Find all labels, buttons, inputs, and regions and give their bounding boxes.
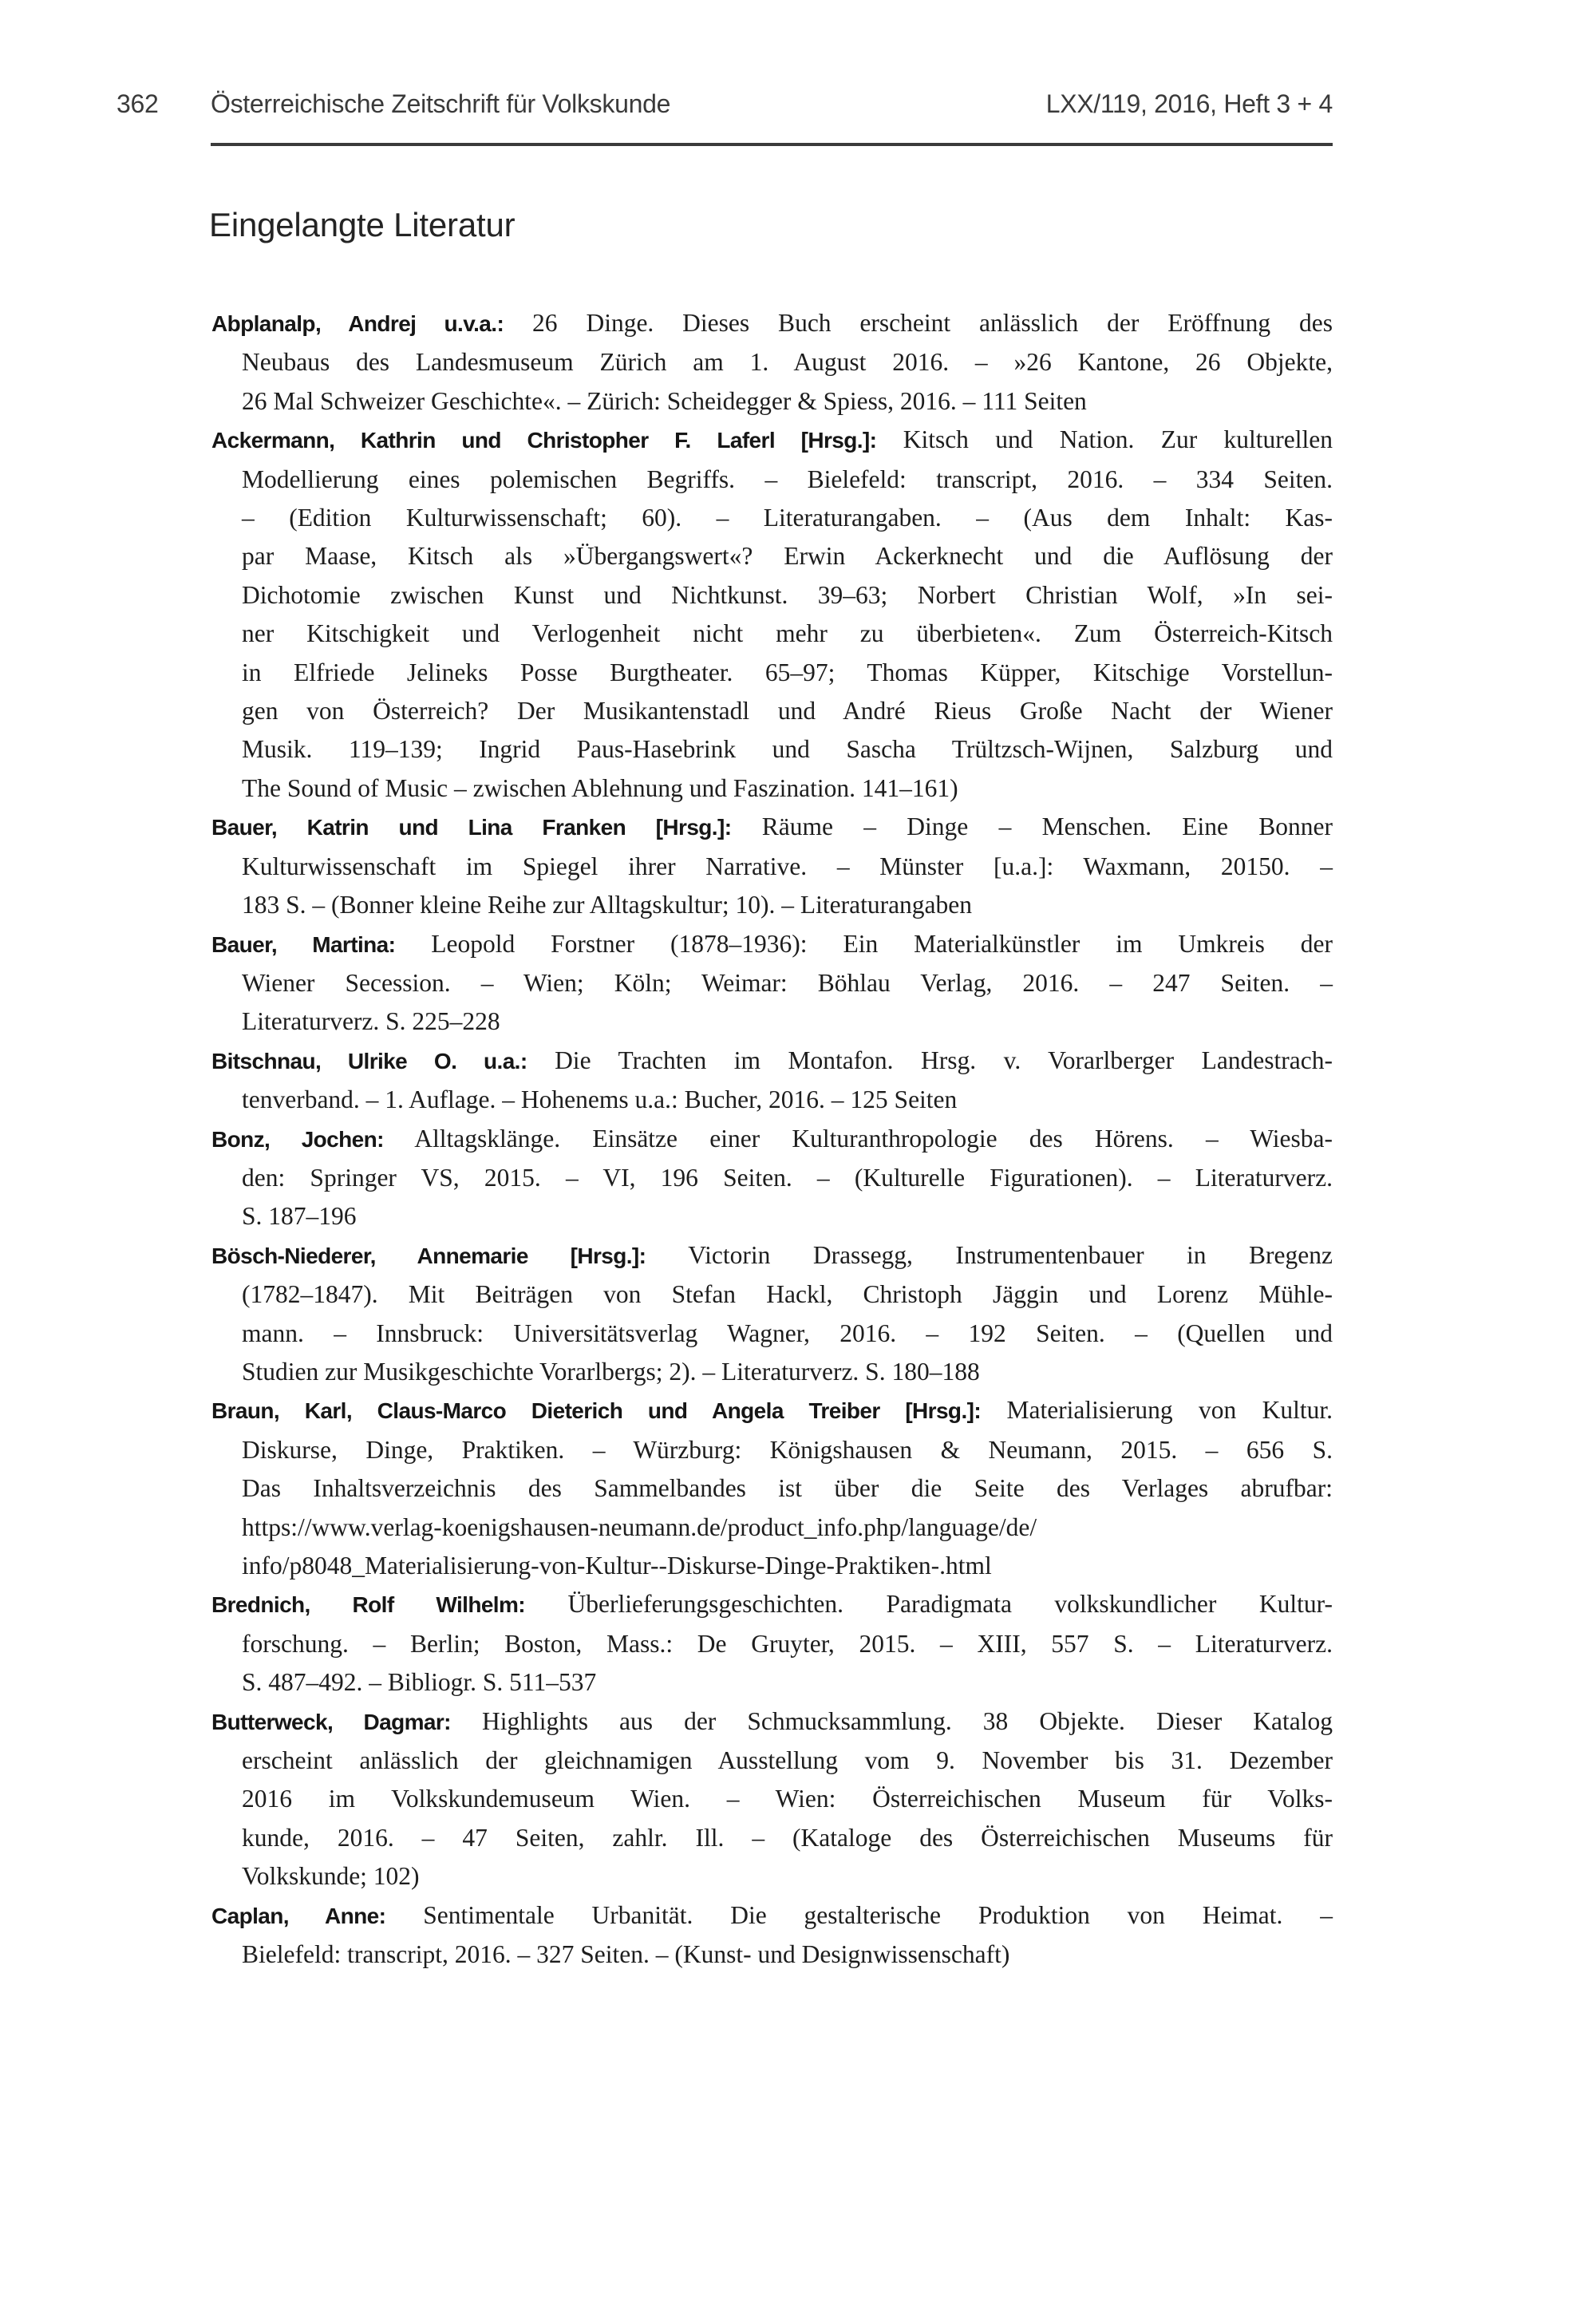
entry-line: Dichotomie zwischen Kunst und Nichtkunst. 39–63; Norbert Christian Wolf, »In sei-	[242, 580, 1333, 609]
entry-line: Bonz, Jochen: Alltagsklänge. Einsätze einer Kulturanthropologie des Hörens. – Wiesba-	[211, 1124, 1333, 1153]
bibliography-entry	[211, 1236, 1333, 1392]
entry-author: Bitschnau, Ulrike O. u.a.:	[211, 1048, 527, 1073]
entry-author: Brednich, Rolf Wilhelm:	[211, 1592, 525, 1618]
entry-line: Neubaus des Landesmuseum Zürich am 1. August 2016. – »26 Kantone, 26 Objekte,	[242, 348, 1333, 377]
entry-line: tenverband. – 1. Auflage. – Hohenems u.a.: Bucher, 2016. – 125 Seiten	[242, 1085, 958, 1114]
entry-line: 183 S. – (Bonner kleine Reihe zur Alltagskultur; 10). – Literaturangaben	[242, 891, 973, 919]
entry-line: Diskurse, Dinge, Praktiken. – Würzburg: Königshausen & Neumann, 2015. – 656 S.	[242, 1435, 1333, 1464]
entry-line: kunde, 2016. – 47 Seiten, zahlr. Ill. – (Kataloge des Österreichischen Museums für	[242, 1823, 1333, 1852]
entry-line: Bauer, Katrin und Lina Franken [Hrsg.]: Räume – Dinge – Menschen. Eine Bonner	[211, 812, 1333, 841]
entry-line: erscheint anlässlich der gleichnamigen Ausstellung vom 9. November bis 31. Dezember	[242, 1746, 1333, 1775]
entry-line: Butterweck, Dagmar: Highlights aus der Schmucksammlung. 38 Objekte. Dieser Katalog	[211, 1706, 1333, 1735]
entry-author: Ackermann, Kathrin und Christopher F. Laferl [Hrsg.]:	[211, 428, 877, 453]
entry-line: Braun, Karl, Claus-Marco Dieterich und Angela Treiber [Hrsg.]: Materialisierung von Kultur.	[211, 1396, 1333, 1425]
entry-line: (1782–1847). Mit Beiträgen von Stefan Hackl, Christoph Jäggin und Lorenz Mühle-	[242, 1280, 1333, 1309]
entry-author: Butterweck, Dagmar:	[211, 1709, 451, 1734]
entry-line: Volkskunde; 102)	[242, 1862, 420, 1891]
entry-line: par Maase, Kitsch als »Übergangswert«? Erwin Ackerknecht und die Auflösung der	[242, 542, 1333, 571]
bibliography-entry	[211, 1120, 1333, 1236]
entry-line: https://www.verlag-koenigshausen-neumann.de/product_info.php/language/de/	[242, 1512, 1037, 1541]
entry-line: mann. – Innsbruck: Universitätsverlag Wagner, 2016. – 192 Seiten. – (Quellen und	[242, 1319, 1333, 1347]
entry-line: – (Edition Kulturwissenschaft; 60). – Literaturangaben. – (Aus dem Inhalt: Kas-	[242, 504, 1333, 532]
entry-line: gen von Österreich? Der Musikantenstadl und André Rieus Große Nacht der Wiener	[242, 697, 1333, 726]
bibliography-list	[211, 304, 1333, 1974]
entry-line: Brednich, Rolf Wilhelm: Überlieferungsgeschichten. Paradigmata volkskundlicher Kultur-	[211, 1590, 1333, 1619]
entry-line: Wiener Secession. – Wien; Köln; Weimar: Böhlau Verlag, 2016. – 247 Seiten. –	[242, 968, 1333, 997]
entry-author: Caplan, Anne:	[211, 1903, 386, 1928]
bibliography-entry	[211, 925, 1333, 1042]
entry-line: info/p8048_Materialisierung-von-Kultur--Diskurse-Dinge-Praktiken-.html	[242, 1552, 992, 1580]
entry-line: The Sound of Music – zwischen Ablehnung und Faszination. 141–161)	[242, 773, 958, 802]
entry-line: forschung. – Berlin; Boston, Mass.: De Gruyter, 2015. – XIII, 557 S. – Literaturverz.	[242, 1629, 1333, 1658]
entry-line: Ackermann, Kathrin und Christopher F. Laferl [Hrsg.]: Kitsch und Nation. Zur kulturellen	[211, 425, 1333, 454]
entry-author: Braun, Karl, Claus-Marco Dieterich und Angela Treiber [Hrsg.]:	[211, 1398, 982, 1424]
entry-line: den: Springer VS, 2015. – VI, 196 Seiten. – (Kulturelle Figurationen). – Literaturverz.	[242, 1163, 1333, 1192]
bibliography-entry	[211, 1391, 1333, 1585]
entry-author: Bonz, Jochen:	[211, 1126, 384, 1152]
entry-line: in Elfriede Jelineks Posse Burgtheater. 65–97; Thomas Küpper, Kitschige Vorstellun-	[242, 658, 1333, 686]
journal-title: Österreichische Zeitschrift für Volkskunde	[211, 89, 671, 118]
entry-line: 2016 im Volkskundemuseum Wien. – Wien: Österreichischen Museum für Volks-	[242, 1785, 1333, 1813]
entry-author: Bösch-Niederer, Annemarie [Hrsg.]:	[211, 1243, 646, 1268]
entry-line: Das Inhaltsverzeichnis des Sammelbandes ist über die Seite des Verlages abrufbar:	[242, 1474, 1333, 1503]
section-title: Eingelangte Literatur	[209, 206, 516, 243]
bibliography-entry	[211, 304, 1333, 421]
entry-line: 26 Mal Schweizer Geschichte«. – Zürich: Scheidegger & Spiess, 2016. – 111 Seiten	[242, 386, 1087, 415]
entry-line: Bauer, Martina: Leopold Forstner (1878–1936): Ein Materialkünstler im Umkreis der	[211, 929, 1333, 958]
header-divider	[211, 143, 1333, 146]
bibliography-entry	[211, 1702, 1333, 1896]
entry-line: Bösch-Niederer, Annemarie [Hrsg.]: Victorin Drassegg, Instrumentenbauer in Bregenz	[211, 1240, 1333, 1269]
entry-line: Bielefeld: transcript, 2016. – 327 Seiten. – (Kunst- und Designwissenschaft)	[242, 1940, 1010, 1969]
entry-line: Studien zur Musikgeschichte Vorarlbergs; 2). – Literaturverz. S. 180–188	[242, 1357, 980, 1386]
bibliography-entry	[211, 1042, 1333, 1120]
entry-author: Abplanalp, Andrej u.v.a.:	[211, 311, 504, 336]
entry-line: Caplan, Anne: Sentimentale Urbanität. Die gestalterische Produktion von Heimat. –	[211, 1900, 1333, 1929]
bibliography-entry	[211, 1896, 1333, 1975]
entry-author: Bauer, Martina:	[211, 931, 396, 957]
entry-line: Bitschnau, Ulrike O. u.a.: Die Trachten im Montafon. Hrsg. v. Vorarlberger Landestrach-	[211, 1046, 1333, 1074]
issue-info: LXX/119, 2016, Heft 3 + 4	[1045, 89, 1333, 118]
entry-line: Kulturwissenschaft im Spiegel ihrer Narrative. – Münster [u.a.]: Waxmann, 20150. –	[242, 852, 1333, 880]
entry-line: Abplanalp, Andrej u.v.a.: 26 Dinge. Dieses Buch erscheint anlässlich der Eröffnung des	[211, 309, 1333, 337]
bibliography-entry	[211, 808, 1333, 924]
entry-line: Literaturverz. S. 225–228	[242, 1007, 500, 1036]
bibliography-entry	[211, 1585, 1333, 1702]
entry-line: ner Kitschigkeit und Verlogenheit nicht mehr zu überbieten«. Zum Österreich-Kitsch	[242, 619, 1333, 648]
entry-author: Bauer, Katrin und Lina Franken [Hrsg.]:	[211, 815, 732, 840]
entry-line: S. 187–196	[242, 1202, 357, 1231]
entry-line: Modellierung eines polemischen Begriffs. – Bielefeld: transcript, 2016. – 334 Seiten.	[242, 465, 1333, 493]
bibliography-entry	[211, 421, 1333, 808]
page-number: 362	[117, 89, 159, 118]
entry-line: S. 487–492. – Bibliogr. S. 511–537	[242, 1668, 597, 1697]
entry-line: Musik. 119–139; Ingrid Paus-Hasebrink und Sascha Trültzsch-Wijnen, Salzburg und	[242, 735, 1333, 764]
